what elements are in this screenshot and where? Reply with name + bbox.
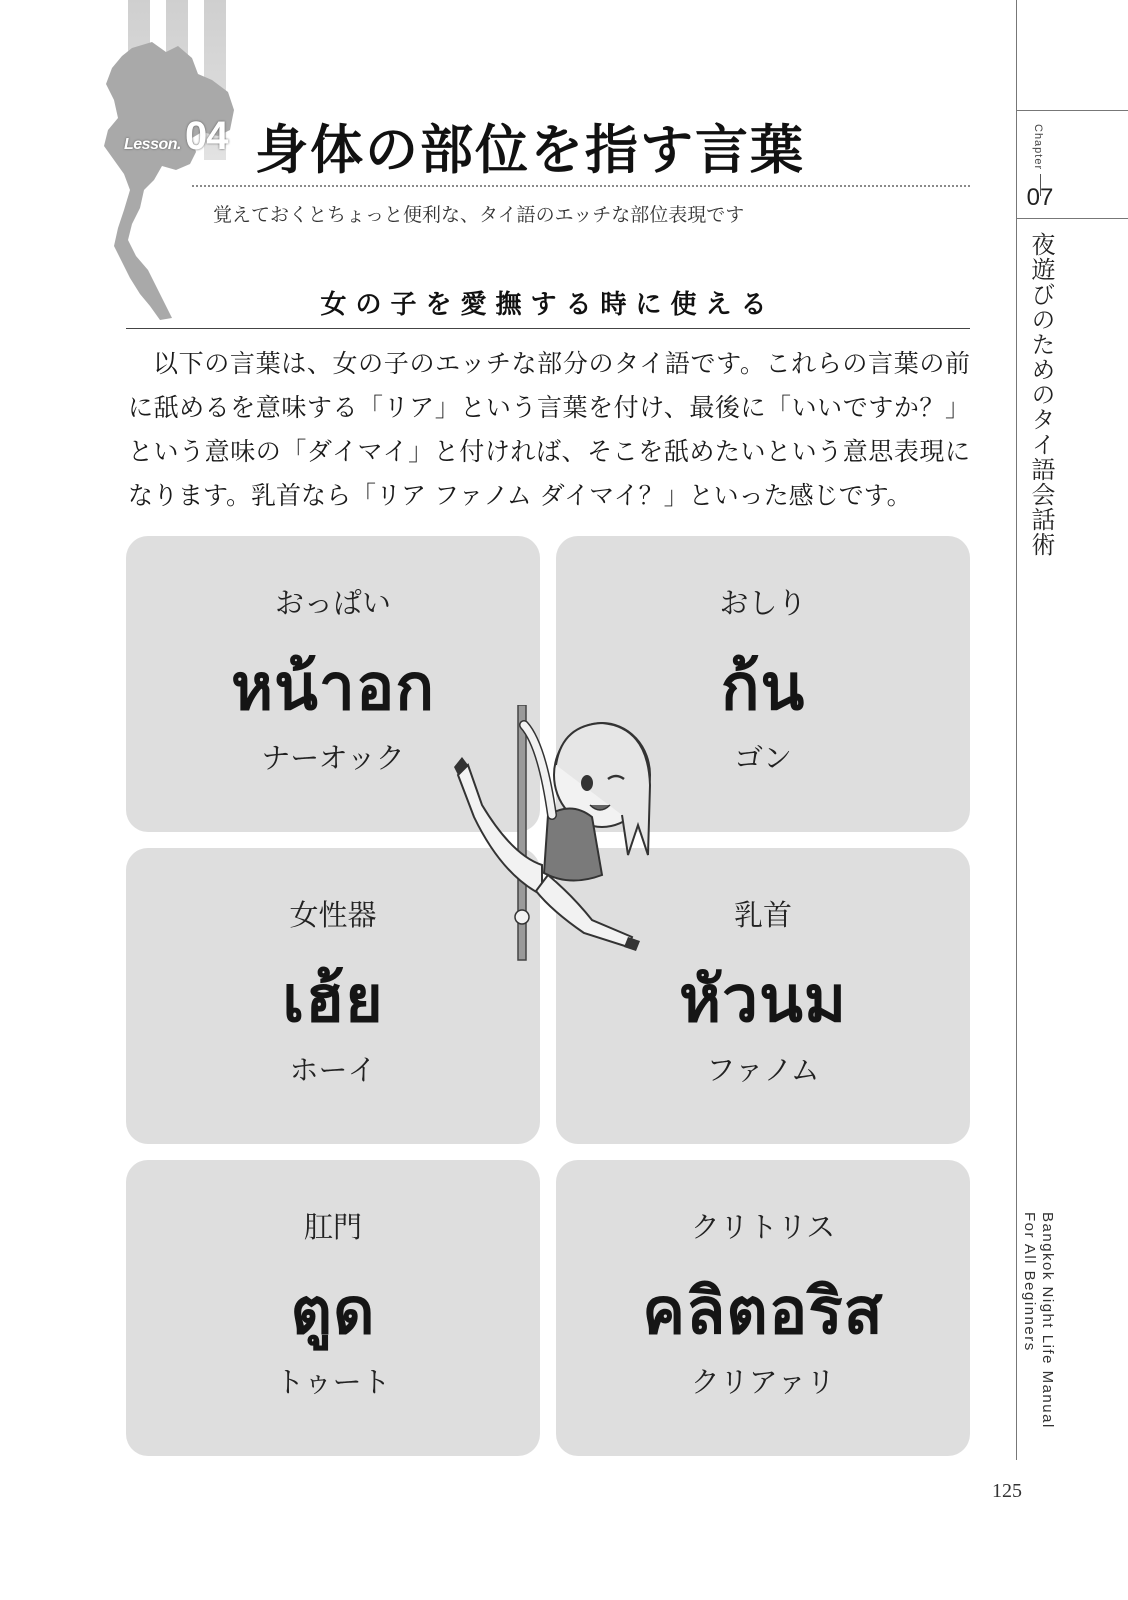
- card-thai-word: ก้น: [720, 651, 806, 725]
- page-number: 125: [992, 1480, 1022, 1502]
- card-reading: クリアァリ: [690, 1365, 836, 1399]
- card-thai-word: ตูด: [290, 1275, 376, 1349]
- card-thai-word: หัวนม: [678, 963, 848, 1037]
- book-english-line2: For All Beginners: [1021, 1212, 1038, 1352]
- card-japanese-word: クリトリス: [690, 1210, 836, 1244]
- title-divider: [192, 185, 970, 187]
- section-divider: [126, 328, 970, 329]
- section-heading: 女の子を愛撫する時に使える: [320, 290, 776, 320]
- vocab-card-anus: [126, 1160, 540, 1456]
- thailand-map-icon: [100, 40, 240, 325]
- book-english-title: [1020, 1212, 1056, 1429]
- card-japanese-word: おっぱい: [274, 586, 391, 620]
- card-reading: ゴン: [733, 741, 792, 775]
- chapter-title: 夜遊びのためのタイ語会話術: [1027, 232, 1055, 557]
- card-reading: ナーオック: [261, 741, 405, 775]
- chapter-label: Chapter: [1032, 124, 1044, 171]
- card-thai-word: หน้าอก: [230, 651, 436, 725]
- page-title: 身体の部位を指す言葉: [255, 120, 805, 181]
- card-reading: トゥート: [275, 1365, 391, 1399]
- card-thai-word: เฮ้ย: [282, 963, 384, 1037]
- card-japanese-word: おしり: [719, 586, 807, 620]
- pole-dancer-illustration: [452, 705, 652, 965]
- lesson-label: Lesson.: [124, 136, 181, 153]
- body-paragraph: 以下の言葉は、女の子のエッチな部分のタイ語です。これらの言葉の前に舐めるを意味する「リア」という言葉を付け、最後に「いいですか？」という意味の「ダイマイ」と付ければ、そこを舐めたいという意思表現になります。乳首なら「リア ファノム ダイマイ？」といった感じです。: [128, 349, 970, 510]
- card-japanese-word: 肛門: [303, 1210, 362, 1244]
- page-subtitle: 覚えておくとちょっと便利な、タイ語のエッチな部位表現です: [213, 204, 745, 226]
- card-reading: ホーイ: [289, 1053, 377, 1087]
- card-japanese-word: 女性器: [289, 898, 377, 932]
- card-japanese-word: 乳首: [733, 898, 792, 932]
- chapter-number: 07: [1026, 184, 1054, 211]
- book-english-line1: Bangkok Night Life Manual: [1039, 1212, 1056, 1429]
- card-thai-word: คลิตอริส: [642, 1275, 884, 1349]
- lesson-badge: [124, 113, 227, 159]
- lesson-number: 04: [184, 114, 228, 158]
- vocab-card-clitoris: [556, 1160, 970, 1456]
- card-reading: ファノム: [706, 1053, 820, 1087]
